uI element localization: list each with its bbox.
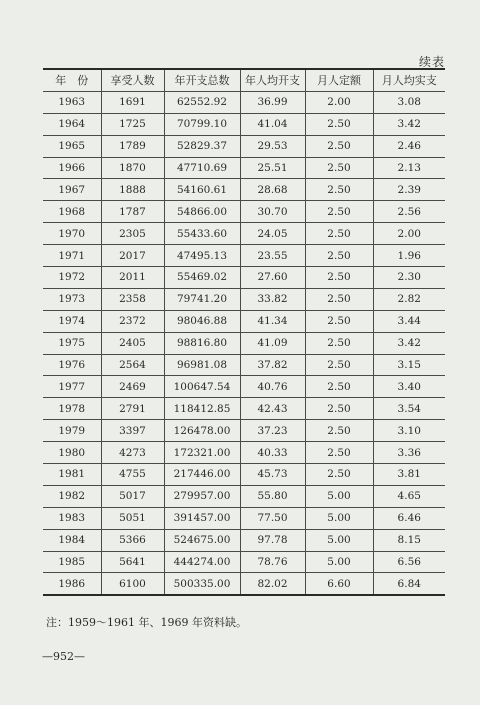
table-cell: 54160.61	[164, 179, 240, 201]
table-cell: 1977	[43, 376, 101, 398]
column-header: 月人定额	[305, 69, 373, 91]
column-header: 月人均实支	[373, 69, 445, 91]
table-cell: 2017	[101, 245, 164, 267]
table-cell: 3.44	[373, 310, 445, 332]
table-row	[43, 398, 445, 420]
table-cell: 24.05	[240, 223, 305, 245]
table-cell: 79741.20	[164, 288, 240, 310]
table-cell: 70799.10	[164, 113, 240, 135]
table-cell: 33.82	[240, 288, 305, 310]
column-header: 年 份	[43, 69, 101, 91]
table-cell: 2564	[101, 354, 164, 376]
table-cell: 2.50	[305, 442, 373, 464]
table-cell: 1973	[43, 288, 101, 310]
table-cell: 1789	[101, 135, 164, 157]
table-row	[43, 354, 445, 376]
table-cell: 2358	[101, 288, 164, 310]
table-cell: 2.50	[305, 179, 373, 201]
table-cell: 1981	[43, 464, 101, 486]
table-cell: 5051	[101, 507, 164, 529]
table-cell: 217446.00	[164, 464, 240, 486]
table-cell: 6100	[101, 573, 164, 595]
table-cell: 2.50	[305, 113, 373, 135]
page-number: —952—	[42, 650, 85, 663]
table-cell: 3.40	[373, 376, 445, 398]
table-row	[43, 91, 445, 113]
table-row	[43, 529, 445, 551]
table-cell: 2.00	[373, 223, 445, 245]
table-cell: 444274.00	[164, 551, 240, 573]
table-cell: 3.10	[373, 420, 445, 442]
table-cell: 52829.37	[164, 135, 240, 157]
table-cell: 1983	[43, 507, 101, 529]
table-header-row	[43, 69, 445, 91]
table-cell: 2.50	[305, 354, 373, 376]
table-cell: 524675.00	[164, 529, 240, 551]
table-cell: 2.46	[373, 135, 445, 157]
table-cell: 3.42	[373, 113, 445, 135]
table-cell: 2372	[101, 310, 164, 332]
table-cell: 5.00	[305, 529, 373, 551]
column-header: 年开支总数	[164, 69, 240, 91]
table-cell: 6.84	[373, 573, 445, 595]
table-cell: 6.60	[305, 573, 373, 595]
table-cell: 77.50	[240, 507, 305, 529]
table-row	[43, 288, 445, 310]
table-row	[43, 245, 445, 267]
table-cell: 4755	[101, 464, 164, 486]
table-cell: 1787	[101, 201, 164, 223]
table-cell: 98046.88	[164, 310, 240, 332]
table-cell: 28.68	[240, 179, 305, 201]
table-cell: 2.50	[305, 310, 373, 332]
table-cell: 3.54	[373, 398, 445, 420]
table-cell: 3397	[101, 420, 164, 442]
table-cell: 2.50	[305, 267, 373, 289]
table-cell: 2.50	[305, 464, 373, 486]
table-cell: 5366	[101, 529, 164, 551]
table-cell: 279957.00	[164, 485, 240, 507]
table-cell: 62552.92	[164, 91, 240, 113]
table-cell: 4273	[101, 442, 164, 464]
table-cell: 118412.85	[164, 398, 240, 420]
table-cell: 2.50	[305, 245, 373, 267]
table-cell: 4.65	[373, 485, 445, 507]
table-cell: 5641	[101, 551, 164, 573]
table-row	[43, 420, 445, 442]
table-cell: 2.50	[305, 201, 373, 223]
table-cell: 1972	[43, 267, 101, 289]
table-cell: 5.00	[305, 507, 373, 529]
table-row	[43, 179, 445, 201]
table-cell: 5.00	[305, 485, 373, 507]
table-cell: 1980	[43, 442, 101, 464]
table-cell: 2.50	[305, 223, 373, 245]
table-cell: 2305	[101, 223, 164, 245]
table-cell: 2.50	[305, 288, 373, 310]
table-cell: 1963	[43, 91, 101, 113]
table-cell: 36.99	[240, 91, 305, 113]
table-cell: 2.30	[373, 267, 445, 289]
table-cell: 45.73	[240, 464, 305, 486]
footnote: 注：1959～1961 年、1969 年资料缺。	[46, 616, 247, 629]
table-row	[43, 551, 445, 573]
table-row	[43, 310, 445, 332]
table-row	[43, 223, 445, 245]
table-cell: 1691	[101, 91, 164, 113]
table-cell: 2.50	[305, 376, 373, 398]
table-cell: 6.56	[373, 551, 445, 573]
table-row	[43, 573, 445, 595]
table-cell: 100647.54	[164, 376, 240, 398]
table-cell: 2.50	[305, 135, 373, 157]
table-cell: 2.50	[305, 398, 373, 420]
table-cell: 42.43	[240, 398, 305, 420]
table-cell: 37.82	[240, 354, 305, 376]
table-cell: 2405	[101, 332, 164, 354]
table-cell: 2011	[101, 267, 164, 289]
table-cell: 96981.08	[164, 354, 240, 376]
table-cell: 5.00	[305, 551, 373, 573]
table-cell: 391457.00	[164, 507, 240, 529]
table-cell: 55469.02	[164, 267, 240, 289]
table-cell: 1964	[43, 113, 101, 135]
table-cell: 1725	[101, 113, 164, 135]
table-cell: 82.02	[240, 573, 305, 595]
table-cell: 2.50	[305, 420, 373, 442]
table-cell: 41.09	[240, 332, 305, 354]
table-cell: 2.13	[373, 157, 445, 179]
table-row	[43, 464, 445, 486]
table-cell: 40.76	[240, 376, 305, 398]
table-cell: 2791	[101, 398, 164, 420]
table-cell: 25.51	[240, 157, 305, 179]
table-cell: 2.39	[373, 179, 445, 201]
table-cell: 6.46	[373, 507, 445, 529]
table-cell: 8.15	[373, 529, 445, 551]
continued-label: 续表	[418, 55, 445, 69]
table-cell: 29.53	[240, 135, 305, 157]
table-cell: 1968	[43, 201, 101, 223]
table-cell: 2.00	[305, 91, 373, 113]
table-cell: 1967	[43, 179, 101, 201]
table-cell: 1986	[43, 573, 101, 595]
table-row	[43, 157, 445, 179]
table-cell: 3.15	[373, 354, 445, 376]
table-cell: 172321.00	[164, 442, 240, 464]
table-cell: 1974	[43, 310, 101, 332]
table-cell: 3.42	[373, 332, 445, 354]
table-cell: 1870	[101, 157, 164, 179]
table-cell: 3.08	[373, 91, 445, 113]
table-cell: 1970	[43, 223, 101, 245]
table-cell: 30.70	[240, 201, 305, 223]
table-cell: 47710.69	[164, 157, 240, 179]
table-cell: 1982	[43, 485, 101, 507]
table-cell: 55.80	[240, 485, 305, 507]
column-header: 年人均开支	[240, 69, 305, 91]
table-row	[43, 485, 445, 507]
table-row	[43, 201, 445, 223]
table-cell: 1966	[43, 157, 101, 179]
data-table	[43, 68, 445, 596]
table-cell: 41.04	[240, 113, 305, 135]
table-cell: 2.56	[373, 201, 445, 223]
table-cell: 1979	[43, 420, 101, 442]
table-cell: 78.76	[240, 551, 305, 573]
table-cell: 40.33	[240, 442, 305, 464]
table-cell: 54866.00	[164, 201, 240, 223]
table-cell: 1985	[43, 551, 101, 573]
table-cell: 2.82	[373, 288, 445, 310]
column-header: 享受人数	[101, 69, 164, 91]
table-row	[43, 267, 445, 289]
table-cell: 3.81	[373, 464, 445, 486]
table-cell: 1888	[101, 179, 164, 201]
table-cell: 2.50	[305, 157, 373, 179]
table-row	[43, 442, 445, 464]
table-cell: 1971	[43, 245, 101, 267]
table-cell: 23.55	[240, 245, 305, 267]
table-cell: 41.34	[240, 310, 305, 332]
table-cell: 98816.80	[164, 332, 240, 354]
table-cell: 1984	[43, 529, 101, 551]
table-cell: 126478.00	[164, 420, 240, 442]
table-cell: 97.78	[240, 529, 305, 551]
table-row	[43, 332, 445, 354]
table-cell: 1978	[43, 398, 101, 420]
table-cell: 55433.60	[164, 223, 240, 245]
table-cell: 3.36	[373, 442, 445, 464]
table-cell: 27.60	[240, 267, 305, 289]
table-cell: 1976	[43, 354, 101, 376]
table-cell: 37.23	[240, 420, 305, 442]
table-row	[43, 376, 445, 398]
table-cell: 47495.13	[164, 245, 240, 267]
table-row	[43, 135, 445, 157]
table-cell: 2469	[101, 376, 164, 398]
table-cell: 1.96	[373, 245, 445, 267]
table-cell: 500335.00	[164, 573, 240, 595]
table-row	[43, 113, 445, 135]
table-cell: 1975	[43, 332, 101, 354]
table-body	[43, 91, 445, 595]
table-row	[43, 507, 445, 529]
table-cell: 5017	[101, 485, 164, 507]
table-cell: 2.50	[305, 332, 373, 354]
table-cell: 1965	[43, 135, 101, 157]
